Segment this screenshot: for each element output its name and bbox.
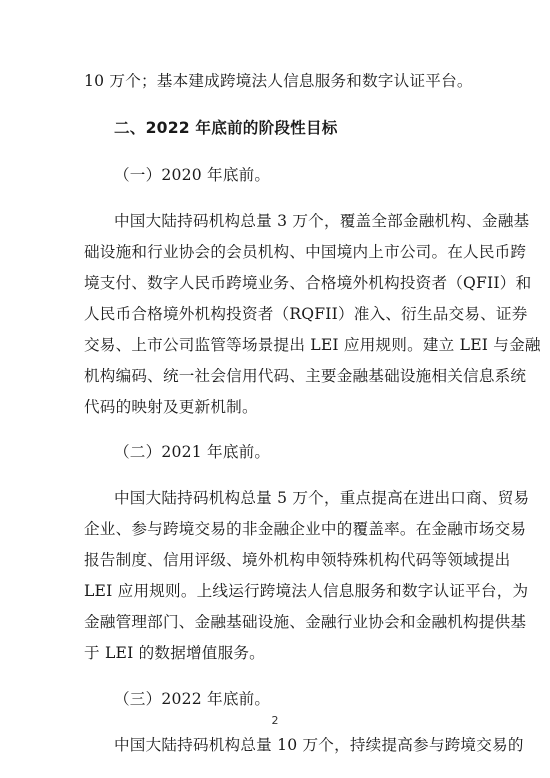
subsection-heading: （一）2020 年底前。	[114, 166, 271, 184]
text-line: 人民币合格境外机构投资者（RQFII）准入、衍生品交易、证券	[84, 305, 528, 323]
text-line: 中国大陆持码机构总量 5 万个，重点提高在进出口商、贸易	[114, 489, 530, 507]
text-line: 10 万个；基本建成跨境法人信息服务和数字认证平台。	[84, 72, 473, 90]
text-line: 于 LEI 的数据增值服务。	[84, 644, 265, 662]
text-line: 境支付、数字人民币跨境业务、合格境外机构投资者（QFII）和	[84, 274, 532, 292]
text-line: 中国大陆持码机构总量 10 万个，持续提高参与跨境交易的	[114, 736, 524, 754]
text-line: 代码的映射及更新机制。	[84, 398, 258, 416]
text-line: 机构编码、统一社会信用代码、主要金融基础设施相关信息系统	[84, 367, 527, 385]
text-line: LEI 应用规则。上线运行跨境法人信息服务和数字认证平台，为	[84, 582, 529, 600]
section-heading: 二、2022 年底前的阶段性目标	[114, 119, 338, 137]
subsection-heading: （三）2022 年底前。	[114, 690, 271, 708]
text-line: 企业、参与跨境交易的非金融企业中的覆盖率。在金融市场交易	[84, 520, 527, 538]
text-line: 础设施和行业协会的会员机构、中国境内上市公司。在人民币跨	[84, 243, 527, 261]
text-line: 金融管理部门、金融基础设施、金融行业协会和金融机构提供基	[84, 613, 527, 631]
text-line: 交易、上市公司监管等场景提出 LEI 应用规则。建立 LEI 与金融	[84, 336, 541, 354]
subsection-heading: （二）2021 年底前。	[114, 443, 271, 461]
page-number: 2	[271, 714, 279, 727]
text-line: 中国大陆持码机构总量 3 万个，覆盖全部金融机构、金融基	[114, 212, 530, 230]
text-line: 报告制度、信用评级、境外机构申领特殊机构代码等领域提出	[84, 551, 511, 569]
